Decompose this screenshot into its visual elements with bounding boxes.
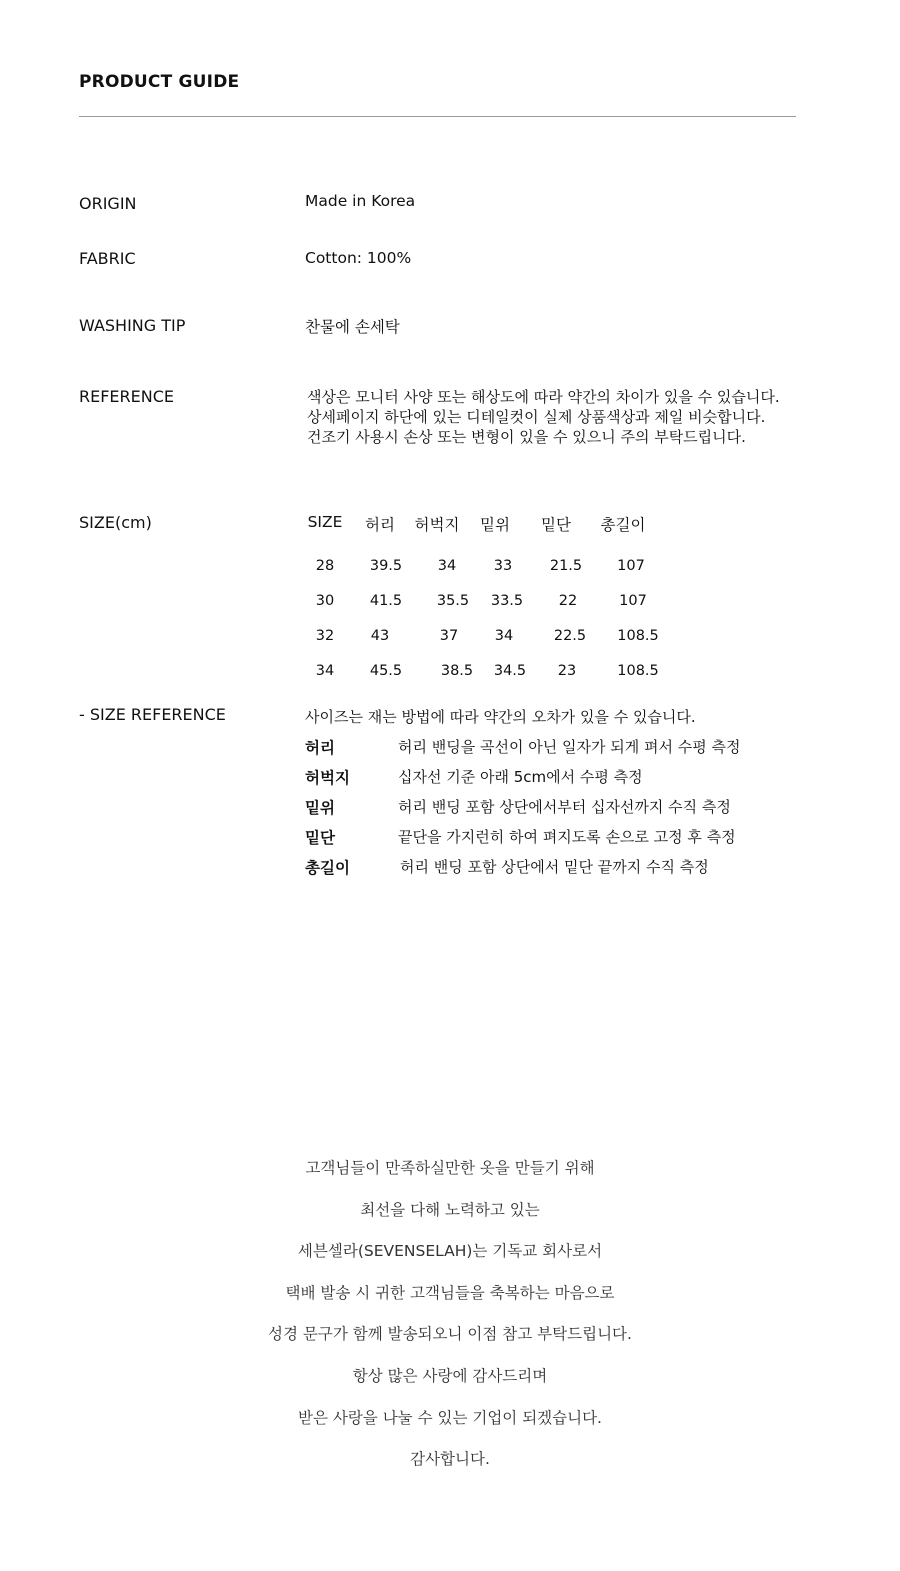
size-table-cell: 35.5 bbox=[436, 593, 470, 609]
reference-text bbox=[307, 387, 780, 447]
size-table-cell: 34 bbox=[437, 558, 457, 574]
size-table-cell: 32 bbox=[315, 628, 335, 644]
washing-tip-value: 찬물에 손세탁 bbox=[305, 318, 400, 336]
size-table-header: 허벅지 bbox=[414, 516, 460, 534]
size-label: SIZE(cm) bbox=[79, 513, 152, 532]
reference-line: 건조기 사용시 손상 또는 변형이 있을 수 있으니 주의 부탁드립니다. bbox=[307, 428, 746, 446]
closing-line: 성경 문구가 함께 발송되오니 이점 참고 부탁드립니다. bbox=[268, 1325, 632, 1344]
size-reference-desc: 허리 밴딩 포함 상단에서부터 십자선까지 수직 측정 bbox=[398, 798, 731, 816]
closing-line: 항상 많은 사랑에 감사드리며 bbox=[352, 1366, 548, 1385]
size-table-cell: 34 bbox=[315, 663, 335, 679]
fabric-label: FABRIC bbox=[79, 249, 136, 268]
size-table-cell: 22.5 bbox=[553, 628, 587, 644]
size-table-cell: 39.5 bbox=[369, 558, 403, 574]
closing-line: 받은 사랑을 나눌 수 있는 기업이 되겠습니다. bbox=[297, 1408, 602, 1427]
page-title: PRODUCT GUIDE bbox=[79, 72, 240, 92]
size-table-cell: 22 bbox=[558, 593, 578, 609]
closing-line: 고객님들이 만족하실만한 옷을 만들기 위해 bbox=[305, 1159, 595, 1177]
size-reference-desc: 끝단을 가지런히 하여 펴지도록 손으로 고정 후 측정 bbox=[398, 828, 736, 846]
washing-tip-label: WASHING TIP bbox=[79, 316, 186, 335]
size-table-cell: 45.5 bbox=[369, 663, 403, 679]
size-table-header: 밑위 bbox=[480, 516, 510, 534]
size-reference-desc: 허리 밴딩을 곡선이 아닌 일자가 되게 펴서 수평 측정 bbox=[398, 738, 741, 756]
title-divider bbox=[79, 116, 796, 117]
closing-line: 감사합니다. bbox=[410, 1450, 490, 1469]
size-table-cell: 38.5 bbox=[440, 663, 474, 679]
size-table-cell: 33.5 bbox=[490, 593, 524, 609]
origin-label: ORIGIN bbox=[79, 194, 137, 213]
size-table-header: 총길이 bbox=[600, 516, 646, 534]
size-table-cell: 107 bbox=[619, 593, 647, 609]
closing-line: 최선을 다해 노력하고 있는 bbox=[360, 1200, 540, 1219]
reference-line: 색상은 모니터 사양 또는 해상도에 따라 약간의 차이가 있을 수 있습니다. bbox=[307, 388, 780, 406]
size-table-cell: 41.5 bbox=[369, 593, 403, 609]
size-table-cell: 21.5 bbox=[549, 558, 583, 574]
size-reference-desc: 십자선 기준 아래 5cm에서 수평 측정 bbox=[398, 768, 643, 786]
size-table-cell: 108.5 bbox=[617, 628, 659, 644]
reference-label: REFERENCE bbox=[79, 387, 175, 406]
size-table-cell: 30 bbox=[315, 593, 335, 609]
size-reference-term: 밑단 bbox=[305, 829, 335, 847]
size-reference-term: 허리 bbox=[305, 739, 335, 757]
closing-line: 세븐셀라(SEVENSELAH)는 기독교 회사로서 bbox=[297, 1242, 603, 1261]
closing-line: 택배 발송 시 귀한 고객님들을 축복하는 마음으로 bbox=[285, 1283, 615, 1302]
size-reference-term: 허벅지 bbox=[305, 769, 350, 787]
size-table-cell: 107 bbox=[617, 558, 645, 574]
size-reference-term: 밑위 bbox=[305, 799, 335, 817]
size-table-cell: 108.5 bbox=[617, 663, 659, 679]
size-table-cell: 34 bbox=[494, 628, 514, 644]
size-table-cell: 33 bbox=[493, 558, 513, 574]
size-table-header: 허리 bbox=[365, 516, 395, 534]
closing-message bbox=[0, 1154, 900, 1487]
size-table-cell: 28 bbox=[315, 558, 335, 574]
reference-line: 상세페이지 하단에 있는 디테일컷이 실제 상품색상과 제일 비슷합니다. bbox=[307, 408, 766, 426]
size-table-cell: 34.5 bbox=[493, 663, 527, 679]
size-table-cell: 43 bbox=[370, 628, 390, 644]
size-table-cell: 23 bbox=[557, 663, 577, 679]
size-table-header: SIZE bbox=[307, 513, 343, 531]
size-reference-label: - SIZE REFERENCE bbox=[79, 705, 226, 724]
fabric-value: Cotton: 100% bbox=[305, 249, 412, 267]
size-reference-desc: 허리 밴딩 포함 상단에서 밑단 끝까지 수직 측정 bbox=[400, 858, 709, 876]
size-table-cell: 37 bbox=[439, 628, 459, 644]
origin-value: Made in Korea bbox=[305, 192, 416, 210]
size-reference-intro: 사이즈는 재는 방법에 따라 약간의 오차가 있을 수 있습니다. bbox=[305, 708, 696, 726]
size-reference-term: 총길이 bbox=[305, 859, 350, 877]
size-table-header: 밑단 bbox=[541, 516, 571, 534]
